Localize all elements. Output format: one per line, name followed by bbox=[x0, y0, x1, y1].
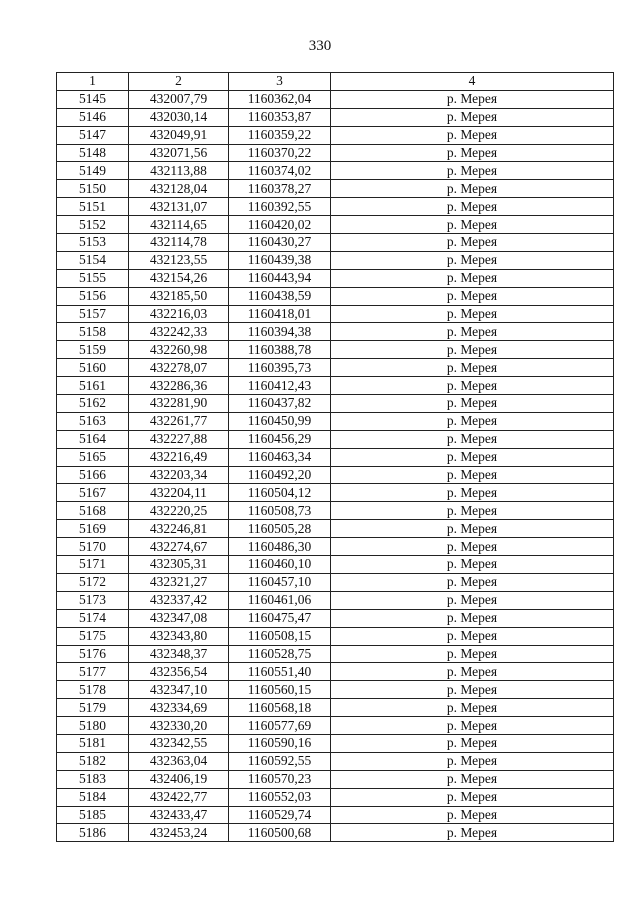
description-cell: р. Мерея bbox=[331, 645, 614, 663]
x-coordinate-cell: 432246,81 bbox=[129, 520, 229, 538]
point-number-cell: 5165 bbox=[57, 448, 129, 466]
y-coordinate-cell: 1160388,78 bbox=[229, 341, 331, 359]
x-coordinate-cell: 432274,67 bbox=[129, 538, 229, 556]
table-row bbox=[57, 770, 614, 788]
table-row bbox=[57, 663, 614, 681]
table-row bbox=[57, 180, 614, 198]
y-coordinate-cell: 1160463,34 bbox=[229, 448, 331, 466]
y-coordinate-cell: 1160552,03 bbox=[229, 788, 331, 806]
x-coordinate-cell: 432453,24 bbox=[129, 824, 229, 842]
x-coordinate-cell: 432203,34 bbox=[129, 466, 229, 484]
point-number-cell: 5182 bbox=[57, 752, 129, 770]
table-row bbox=[57, 466, 614, 484]
point-number-cell: 5167 bbox=[57, 484, 129, 502]
description-cell: р. Мерея bbox=[331, 430, 614, 448]
table-row bbox=[57, 609, 614, 627]
point-number-cell: 5186 bbox=[57, 824, 129, 842]
description-cell: р. Мерея bbox=[331, 251, 614, 269]
point-number-cell: 5156 bbox=[57, 287, 129, 305]
table-body bbox=[57, 90, 614, 841]
x-coordinate-cell: 432286,36 bbox=[129, 377, 229, 395]
y-coordinate-cell: 1160492,20 bbox=[229, 466, 331, 484]
table-row bbox=[57, 520, 614, 538]
description-cell: р. Мерея bbox=[331, 448, 614, 466]
description-cell: р. Мерея bbox=[331, 699, 614, 717]
point-number-cell: 5175 bbox=[57, 627, 129, 645]
point-number-cell: 5149 bbox=[57, 162, 129, 180]
y-coordinate-cell: 1160443,94 bbox=[229, 269, 331, 287]
description-cell: р. Мерея bbox=[331, 824, 614, 842]
y-coordinate-cell: 1160508,73 bbox=[229, 502, 331, 520]
column-header-3: 3 bbox=[229, 73, 331, 91]
x-coordinate-cell: 432131,07 bbox=[129, 198, 229, 216]
x-coordinate-cell: 432204,11 bbox=[129, 484, 229, 502]
x-coordinate-cell: 432321,27 bbox=[129, 573, 229, 591]
point-number-cell: 5145 bbox=[57, 90, 129, 108]
x-coordinate-cell: 432330,20 bbox=[129, 717, 229, 735]
y-coordinate-cell: 1160570,23 bbox=[229, 770, 331, 788]
description-cell: р. Мерея bbox=[331, 162, 614, 180]
table-row bbox=[57, 395, 614, 413]
x-coordinate-cell: 432030,14 bbox=[129, 108, 229, 126]
point-number-cell: 5153 bbox=[57, 234, 129, 252]
description-cell: р. Мерея bbox=[331, 556, 614, 574]
table-row bbox=[57, 216, 614, 234]
table-row bbox=[57, 198, 614, 216]
table-row bbox=[57, 341, 614, 359]
description-cell: р. Мерея bbox=[331, 734, 614, 752]
y-coordinate-cell: 1160439,38 bbox=[229, 251, 331, 269]
x-coordinate-cell: 432334,69 bbox=[129, 699, 229, 717]
description-cell: р. Мерея bbox=[331, 126, 614, 144]
table-row bbox=[57, 538, 614, 556]
point-number-cell: 5183 bbox=[57, 770, 129, 788]
x-coordinate-cell: 432227,88 bbox=[129, 430, 229, 448]
x-coordinate-cell: 432113,88 bbox=[129, 162, 229, 180]
point-number-cell: 5173 bbox=[57, 591, 129, 609]
point-number-cell: 5160 bbox=[57, 359, 129, 377]
y-coordinate-cell: 1160359,22 bbox=[229, 126, 331, 144]
x-coordinate-cell: 432260,98 bbox=[129, 341, 229, 359]
y-coordinate-cell: 1160560,15 bbox=[229, 681, 331, 699]
description-cell: р. Мерея bbox=[331, 234, 614, 252]
table-row bbox=[57, 573, 614, 591]
x-coordinate-cell: 432347,10 bbox=[129, 681, 229, 699]
x-coordinate-cell: 432356,54 bbox=[129, 663, 229, 681]
description-cell: р. Мерея bbox=[331, 681, 614, 699]
point-number-cell: 5177 bbox=[57, 663, 129, 681]
x-coordinate-cell: 432347,08 bbox=[129, 609, 229, 627]
x-coordinate-cell: 432049,91 bbox=[129, 126, 229, 144]
x-coordinate-cell: 432261,77 bbox=[129, 412, 229, 430]
point-number-cell: 5158 bbox=[57, 323, 129, 341]
x-coordinate-cell: 432220,25 bbox=[129, 502, 229, 520]
column-header-1: 1 bbox=[57, 73, 129, 91]
y-coordinate-cell: 1160394,38 bbox=[229, 323, 331, 341]
description-cell: р. Мерея bbox=[331, 663, 614, 681]
point-number-cell: 5174 bbox=[57, 609, 129, 627]
x-coordinate-cell: 432343,80 bbox=[129, 627, 229, 645]
y-coordinate-cell: 1160392,55 bbox=[229, 198, 331, 216]
description-cell: р. Мерея bbox=[331, 752, 614, 770]
table-row bbox=[57, 645, 614, 663]
x-coordinate-cell: 432114,78 bbox=[129, 234, 229, 252]
x-coordinate-cell: 432114,65 bbox=[129, 216, 229, 234]
table-row bbox=[57, 126, 614, 144]
x-coordinate-cell: 432422,77 bbox=[129, 788, 229, 806]
description-cell: р. Мерея bbox=[331, 806, 614, 824]
table-row bbox=[57, 752, 614, 770]
table-row bbox=[57, 502, 614, 520]
description-cell: р. Мерея bbox=[331, 323, 614, 341]
point-number-cell: 5146 bbox=[57, 108, 129, 126]
point-number-cell: 5169 bbox=[57, 520, 129, 538]
description-cell: р. Мерея bbox=[331, 520, 614, 538]
y-coordinate-cell: 1160508,15 bbox=[229, 627, 331, 645]
y-coordinate-cell: 1160592,55 bbox=[229, 752, 331, 770]
table-row bbox=[57, 806, 614, 824]
table-row bbox=[57, 269, 614, 287]
point-number-cell: 5172 bbox=[57, 573, 129, 591]
x-coordinate-cell: 432123,55 bbox=[129, 251, 229, 269]
x-coordinate-cell: 432071,56 bbox=[129, 144, 229, 162]
table-row bbox=[57, 90, 614, 108]
x-coordinate-cell: 432154,26 bbox=[129, 269, 229, 287]
description-cell: р. Мерея bbox=[331, 359, 614, 377]
table-row bbox=[57, 251, 614, 269]
x-coordinate-cell: 432216,03 bbox=[129, 305, 229, 323]
x-coordinate-cell: 432363,04 bbox=[129, 752, 229, 770]
point-number-cell: 5159 bbox=[57, 341, 129, 359]
y-coordinate-cell: 1160420,02 bbox=[229, 216, 331, 234]
table-row bbox=[57, 627, 614, 645]
description-cell: р. Мерея bbox=[331, 466, 614, 484]
description-cell: р. Мерея bbox=[331, 591, 614, 609]
y-coordinate-cell: 1160590,16 bbox=[229, 734, 331, 752]
description-cell: р. Мерея bbox=[331, 627, 614, 645]
description-cell: р. Мерея bbox=[331, 717, 614, 735]
table-row bbox=[57, 287, 614, 305]
page-number: 330 bbox=[308, 38, 332, 54]
y-coordinate-cell: 1160551,40 bbox=[229, 663, 331, 681]
x-coordinate-cell: 432342,55 bbox=[129, 734, 229, 752]
point-number-cell: 5179 bbox=[57, 699, 129, 717]
table-row bbox=[57, 162, 614, 180]
y-coordinate-cell: 1160353,87 bbox=[229, 108, 331, 126]
point-number-cell: 5178 bbox=[57, 681, 129, 699]
description-cell: р. Мерея bbox=[331, 341, 614, 359]
description-cell: р. Мерея bbox=[331, 216, 614, 234]
point-number-cell: 5152 bbox=[57, 216, 129, 234]
table-row bbox=[57, 824, 614, 842]
description-cell: р. Мерея bbox=[331, 108, 614, 126]
table-row bbox=[57, 591, 614, 609]
y-coordinate-cell: 1160457,10 bbox=[229, 573, 331, 591]
x-coordinate-cell: 432281,90 bbox=[129, 395, 229, 413]
point-number-cell: 5150 bbox=[57, 180, 129, 198]
description-cell: р. Мерея bbox=[331, 144, 614, 162]
y-coordinate-cell: 1160461,06 bbox=[229, 591, 331, 609]
coordinates-table bbox=[56, 72, 614, 842]
description-cell: р. Мерея bbox=[331, 395, 614, 413]
y-coordinate-cell: 1160450,99 bbox=[229, 412, 331, 430]
table-header-row bbox=[57, 73, 614, 91]
description-cell: р. Мерея bbox=[331, 269, 614, 287]
table-row bbox=[57, 412, 614, 430]
y-coordinate-cell: 1160362,04 bbox=[229, 90, 331, 108]
description-cell: р. Мерея bbox=[331, 180, 614, 198]
y-coordinate-cell: 1160460,10 bbox=[229, 556, 331, 574]
point-number-cell: 5162 bbox=[57, 395, 129, 413]
table-row bbox=[57, 717, 614, 735]
description-cell: р. Мерея bbox=[331, 502, 614, 520]
point-number-cell: 5184 bbox=[57, 788, 129, 806]
point-number-cell: 5181 bbox=[57, 734, 129, 752]
point-number-cell: 5166 bbox=[57, 466, 129, 484]
description-cell: р. Мерея bbox=[331, 484, 614, 502]
x-coordinate-cell: 432185,50 bbox=[129, 287, 229, 305]
x-coordinate-cell: 432007,79 bbox=[129, 90, 229, 108]
description-cell: р. Мерея bbox=[331, 198, 614, 216]
x-coordinate-cell: 432337,42 bbox=[129, 591, 229, 609]
point-number-cell: 5148 bbox=[57, 144, 129, 162]
table-row bbox=[57, 144, 614, 162]
table-row bbox=[57, 448, 614, 466]
y-coordinate-cell: 1160374,02 bbox=[229, 162, 331, 180]
y-coordinate-cell: 1160568,18 bbox=[229, 699, 331, 717]
x-coordinate-cell: 432348,37 bbox=[129, 645, 229, 663]
y-coordinate-cell: 1160418,01 bbox=[229, 305, 331, 323]
table-row bbox=[57, 681, 614, 699]
table-row bbox=[57, 377, 614, 395]
column-header-2: 2 bbox=[129, 73, 229, 91]
point-number-cell: 5176 bbox=[57, 645, 129, 663]
x-coordinate-cell: 432128,04 bbox=[129, 180, 229, 198]
table-row bbox=[57, 323, 614, 341]
y-coordinate-cell: 1160528,75 bbox=[229, 645, 331, 663]
point-number-cell: 5185 bbox=[57, 806, 129, 824]
table-row bbox=[57, 699, 614, 717]
description-cell: р. Мерея bbox=[331, 609, 614, 627]
y-coordinate-cell: 1160475,47 bbox=[229, 609, 331, 627]
y-coordinate-cell: 1160430,27 bbox=[229, 234, 331, 252]
table-row bbox=[57, 108, 614, 126]
point-number-cell: 5170 bbox=[57, 538, 129, 556]
y-coordinate-cell: 1160505,28 bbox=[229, 520, 331, 538]
point-number-cell: 5157 bbox=[57, 305, 129, 323]
table-row bbox=[57, 484, 614, 502]
x-coordinate-cell: 432406,19 bbox=[129, 770, 229, 788]
y-coordinate-cell: 1160395,73 bbox=[229, 359, 331, 377]
point-number-cell: 5171 bbox=[57, 556, 129, 574]
point-number-cell: 5161 bbox=[57, 377, 129, 395]
description-cell: р. Мерея bbox=[331, 412, 614, 430]
point-number-cell: 5180 bbox=[57, 717, 129, 735]
point-number-cell: 5147 bbox=[57, 126, 129, 144]
point-number-cell: 5154 bbox=[57, 251, 129, 269]
y-coordinate-cell: 1160370,22 bbox=[229, 144, 331, 162]
point-number-cell: 5151 bbox=[57, 198, 129, 216]
x-coordinate-cell: 432278,07 bbox=[129, 359, 229, 377]
table-row bbox=[57, 430, 614, 448]
table-row bbox=[57, 305, 614, 323]
point-number-cell: 5155 bbox=[57, 269, 129, 287]
description-cell: р. Мерея bbox=[331, 538, 614, 556]
description-cell: р. Мерея bbox=[331, 287, 614, 305]
description-cell: р. Мерея bbox=[331, 377, 614, 395]
table-row bbox=[57, 234, 614, 252]
y-coordinate-cell: 1160438,59 bbox=[229, 287, 331, 305]
x-coordinate-cell: 432433,47 bbox=[129, 806, 229, 824]
description-cell: р. Мерея bbox=[331, 770, 614, 788]
y-coordinate-cell: 1160504,12 bbox=[229, 484, 331, 502]
y-coordinate-cell: 1160486,30 bbox=[229, 538, 331, 556]
x-coordinate-cell: 432216,49 bbox=[129, 448, 229, 466]
table-row bbox=[57, 359, 614, 377]
point-number-cell: 5168 bbox=[57, 502, 129, 520]
y-coordinate-cell: 1160529,74 bbox=[229, 806, 331, 824]
y-coordinate-cell: 1160456,29 bbox=[229, 430, 331, 448]
x-coordinate-cell: 432242,33 bbox=[129, 323, 229, 341]
point-number-cell: 5163 bbox=[57, 412, 129, 430]
table-row bbox=[57, 556, 614, 574]
description-cell: р. Мерея bbox=[331, 90, 614, 108]
y-coordinate-cell: 1160500,68 bbox=[229, 824, 331, 842]
description-cell: р. Мерея bbox=[331, 573, 614, 591]
description-cell: р. Мерея bbox=[331, 305, 614, 323]
description-cell: р. Мерея bbox=[331, 788, 614, 806]
y-coordinate-cell: 1160577,69 bbox=[229, 717, 331, 735]
point-number-cell: 5164 bbox=[57, 430, 129, 448]
x-coordinate-cell: 432305,31 bbox=[129, 556, 229, 574]
table-row bbox=[57, 734, 614, 752]
y-coordinate-cell: 1160437,82 bbox=[229, 395, 331, 413]
table-row bbox=[57, 788, 614, 806]
y-coordinate-cell: 1160378,27 bbox=[229, 180, 331, 198]
y-coordinate-cell: 1160412,43 bbox=[229, 377, 331, 395]
column-header-4: 4 bbox=[331, 73, 614, 91]
